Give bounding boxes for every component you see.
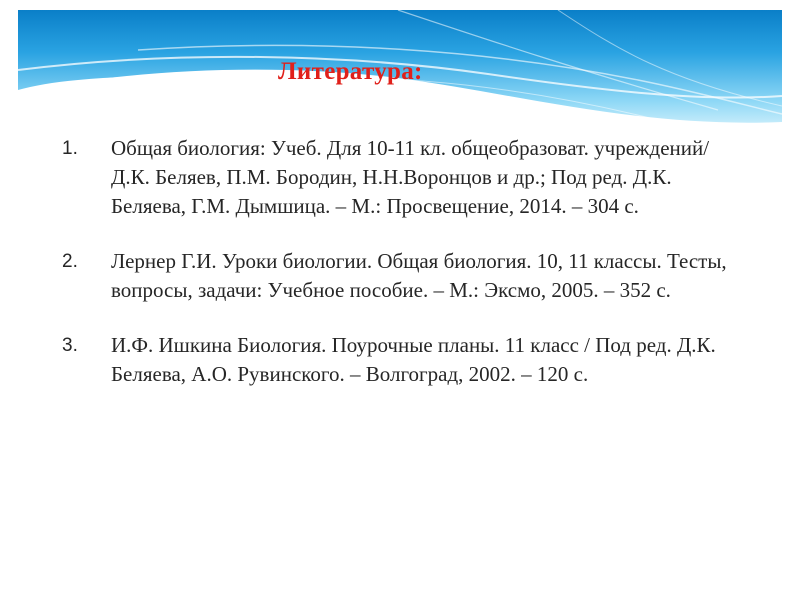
reference-number: 1. [62,138,78,159]
reference-text: И.Ф. Ишкина Биология. Поурочные планы. 11 класс / Под ред. Д.К. Беляева, А.О. Рувинского. – Волгоград, 2002. – 120 с. [111,333,716,386]
reference-item [62,331,732,389]
reference-text: Лернер Г.И. Уроки биологии. Общая биология. 10, 11 классы. Тесты, вопросы, задачи: Учебное пособие. – М.: Эксмо, 2005. – 352 с. [111,249,727,302]
reference-item [62,134,732,221]
reference-number: 3. [62,335,78,356]
slide-title: Литература: [278,58,423,85]
reference-number: 2. [62,251,78,272]
reference-list [62,134,732,415]
reference-text: Общая биология: Учеб. Для 10-11 кл. общеобразоват. учреждений/ Д.К. Беляев, П.М. Бородин, Н.Н.Воронцов и др.; Под ред. Д.К. Беляева, Г.М. Дымшица. – М.: Просвещение, 2014. – 304 с. [111,136,710,218]
reference-item [62,247,732,305]
